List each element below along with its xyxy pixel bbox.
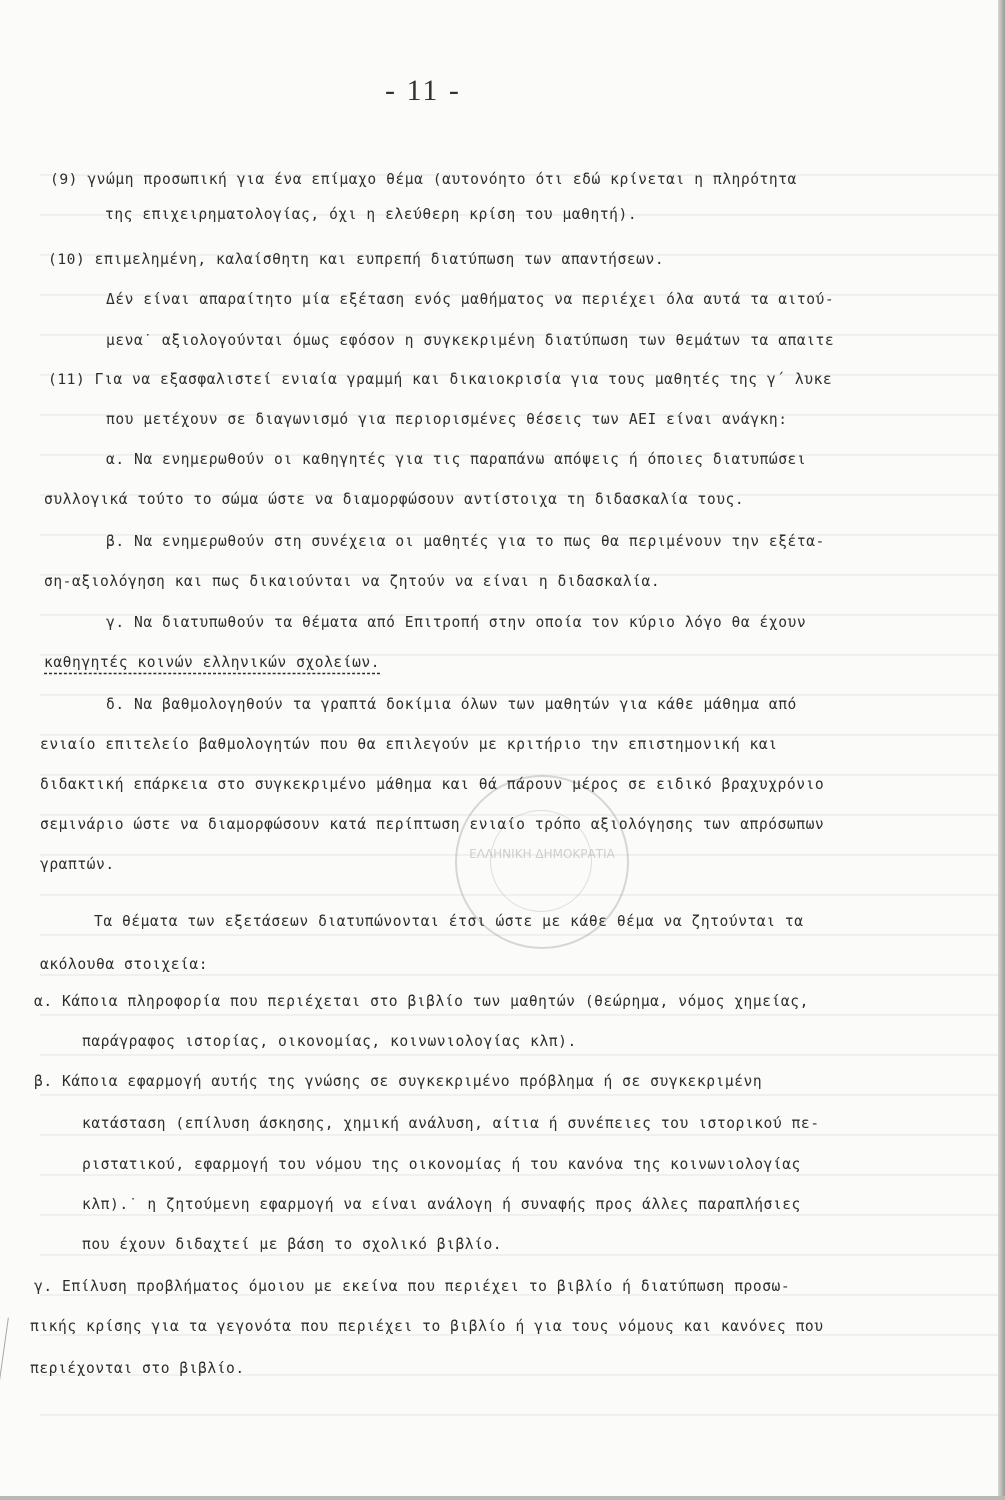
text-line-14: δ. Να βαθμολογηθούν τα γραπτά δοκίμια όλων των μαθητών για κάθε μάθημα από (106, 696, 797, 713)
text-line-19: Τα θέματα των εξετάσεων διατυπώνονται έτσι ώστε με κάθε θέμα να ζητούνται τα (94, 913, 804, 930)
text-line-17: σεμινάριο ώστε να διαμορφώσουν κατά περίπτωση ενιαίο τρόπο αξιολόγησης των απρόσωπων (40, 816, 825, 833)
text-line-28: γ. Επίλυση προβλήματος όμοιου με εκείνα που περιέχει το βιβλίο ή διατύπωση προσω- (34, 1278, 791, 1295)
page-edge-bottom (0, 1496, 1005, 1500)
text-line-3: (10) επιμελημένη, καλαίσθητη και ευπρεπή διατύπωση των απαντήσεων. (48, 251, 665, 268)
text-line-9: συλλογικά τούτο το σώμα ώστε να διαμορφώσουν αντίστοιχα τη διδασκαλία τους. (44, 491, 745, 508)
text-line-5: μενα˙ αξιολογούνται όμως εφόσον η συγκεκριμένη διατύπωση των θεμάτων τα απαιτε (106, 332, 835, 349)
stamp-text: ΕΛΛΗΝΙΚΗ ΔΗΜΟΚΡΑΤΙΑ (469, 847, 615, 861)
text-line-16: διδακτική επάρκεια στο συγκεκριμένο μάθημα και θά πάρουν μέρος σε ειδικό βραχυχρόνιο (40, 776, 825, 793)
text-line-12: γ. Να διατυπωθούν τα θέματα από Επιτροπή στην οποία τον κύριο λόγο θα έχουν (106, 614, 807, 631)
text-line-7: που μετέχουν σε διαγωνισμό για περιορισμένες θέσεις των ΑΕΙ είναι ανάγκη: (106, 411, 788, 428)
text-line-22: παράγραφος ιστορίας, οικονομίας, κοινωνιολογίας κλπ). (82, 1033, 577, 1050)
text-line-13-underlined: καθηγητές κοινών ελληνικών σχολείων. (44, 654, 381, 671)
text-line-20: ακόλουθα στοιχεία: (40, 956, 209, 973)
text-line-24: κατάσταση (επίλυση άσκησης, χημική ανάλυση, αίτια ή συνέπειες του ιστορικού πε- (82, 1115, 820, 1132)
text-line-30: περιέχονται στο βιβλίο. (30, 1360, 245, 1377)
text-line-4: Δέν είναι απαραίτητο μία εξέταση ενός μαθήματος να περιέχει όλα αυτά τα αιτού- (106, 291, 835, 308)
text-line-6: (11) Για να εξασφαλιστεί ενιαία γραμμή και δικαιοκρισία για τους μαθητές της γ΄ λυκε (48, 371, 833, 388)
text-line-2: της επιχειρηματολογίας, όχι η ελεύθερη κρίση του μαθητή). (105, 206, 638, 223)
page-number: - 11 - (385, 74, 461, 107)
text-line-26: κλπ).˙ η ζητούμενη εφαρμογή να είναι ανάλογη ή συναφής προς άλλες παραπλήσιες (82, 1196, 801, 1213)
text-line-1: (9) γνώμη προσωπική για ένα επίμαχο θέμα (αυτονόητο ότι εδώ κρίνεται η πληρότητα (50, 171, 797, 188)
text-line-11: ση-αξιολόγηση και πως δικαιούνται να ζητούν να είναι η διδασκαλία. (44, 573, 661, 590)
text-line-23: β. Κάποια εφαρμογή αυτής της γνώσης σε συγκεκριμένο πρόβλημα ή σε συγκεκριμένη (34, 1073, 763, 1090)
text-line-27: που έχουν διδαχτεί με βάση το σχολικό βιβλίο. (82, 1236, 503, 1253)
text-line-18: γραπτών. (40, 856, 115, 873)
text-line-10: β. Να ενημερωθούν στη συνέχεια οι μαθητές για το πως θα περιμένουν την εξέτα- (106, 533, 825, 550)
text-line-29: πικής κρίσης για τα γεγονότα που περιέχει το βιβλίο ή για τους νόμους και κανόνες που (30, 1318, 824, 1335)
text-line-21: α. Κάποια πληροφορία που περιέχεται στο βιβλίο των μαθητών (θεώρημα, νόμος χημείας, (34, 993, 809, 1010)
text-line-15: ενιαίο επιτελείο βαθμολογητών που θα επιλεγούν με κριτήριο την επιστημονική και (40, 736, 778, 753)
page-edge-right (998, 0, 1005, 1500)
text-line-25: ριστατικού, εφαρμογή του νόμου της οικονομίας ή του κανόνα της κοινωνιολογίας (82, 1156, 801, 1173)
text-line-8: α. Να ενημερωθούν οι καθηγητές για τις παραπάνω απόψεις ή όποιες διατυπώσει (106, 451, 807, 468)
